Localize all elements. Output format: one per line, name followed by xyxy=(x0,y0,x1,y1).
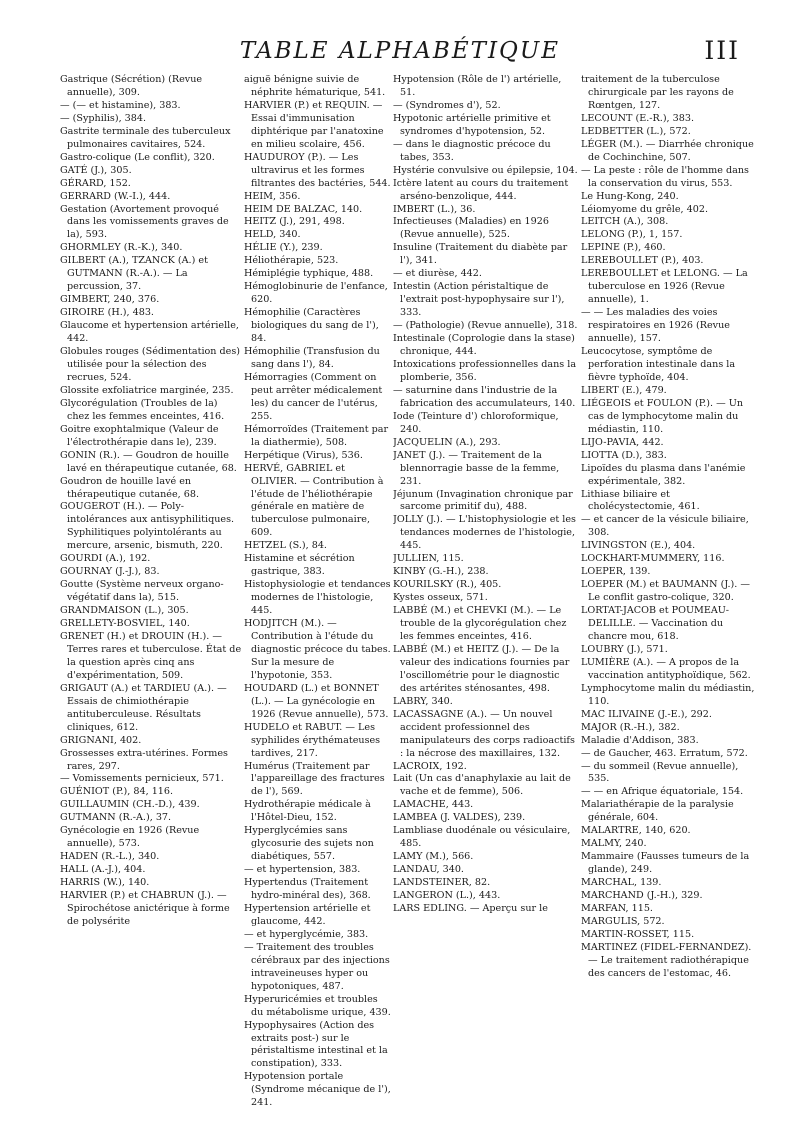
index-entry: Malariathérapie de la paralysie générale, 604. xyxy=(581,799,734,824)
index-entry: GOURNAY (J.-J.), 83. xyxy=(60,566,160,578)
index-entry: LECOUNT (E.-R.), 383. xyxy=(581,112,695,124)
index-entry: Héliothérapie, 523. xyxy=(244,255,339,267)
index-entry: Hémorragies (Comment on peut arrêter médicalement les) du cancer de l'utérus, 255. xyxy=(244,371,383,422)
index-entry: GUTMANN (R.-A.), 37. xyxy=(60,812,172,824)
index-entry: — dans le diagnostic précoce du tabes, 353. xyxy=(393,138,551,163)
index-entry: HODJITCH (M.). — Contribution à l'étude du diagnostic précoce du tabes. Sur la mesure de l'hypotonie, 353. xyxy=(244,618,391,681)
index-entry: Maladie d'Addison, 383. xyxy=(581,734,699,746)
index-entry: Lipoïdes du plasma dans l'anémie expérimentale, 382. xyxy=(581,462,746,487)
index-entry: GERRARD (W.-I.), 444. xyxy=(60,190,171,202)
index-entry: Lymphocytome malin du médiastin, 110. xyxy=(581,682,755,707)
index-entry: KOURILSKY (R.), 405. xyxy=(393,579,502,591)
index-entry: — (Syndromes d'), 52. xyxy=(393,99,501,111)
index-entry: — saturnine dans l'industrie de la fabrication des accumulateurs, 140. xyxy=(393,384,576,409)
index-column-4 xyxy=(581,74,760,1134)
index-entry: Ictère latent au cours du traitement arséno-benzolique, 444. xyxy=(393,177,569,202)
index-entry: LAMY (M.), 566. xyxy=(393,851,474,863)
index-entry: Goudron de houille lavé en thérapeutique cutanée, 68. xyxy=(60,475,200,500)
index-entry: JANET (J.). — Traitement de la blennorragie basse de la femme, 231. xyxy=(393,449,560,487)
index-entry: MARFAN, 115. xyxy=(581,903,653,914)
index-entry: Gastrique (Sécrétion) (Revue annuelle), 309. xyxy=(60,74,203,98)
index-entry: MALMY, 240. xyxy=(581,838,647,850)
index-entry: Goitre exophtalmique (Valeur de l'électrothérapie dans le), 239. xyxy=(60,423,219,448)
index-entry: — (Pathologie) (Revue annuelle), 318. xyxy=(393,320,578,332)
index-entry: LABRY, 340. xyxy=(393,695,453,707)
index-entry: LEITCH (A.), 308. xyxy=(581,216,669,228)
index-entry: — La peste : rôle de l'homme dans la conservation du virus, 553. xyxy=(581,164,749,189)
index-entry: Intestin (Action péristaltique de l'extrait post-hypophysaire sur l'), 333. xyxy=(393,281,565,319)
index-entry: JOLLY (J.). — L'histophysiologie et les tendances modernes de l'histologie, 445. xyxy=(393,514,576,552)
page-number: III xyxy=(704,36,740,65)
index-entry: MARGULIS, 572. xyxy=(581,915,665,927)
index-entry: Mammaire (Fausses tumeurs de la glande), 249. xyxy=(581,851,750,876)
index-entry: MAJOR (R.-H.), 382. xyxy=(581,721,680,733)
index-entry: HOUDARD (L.) et BONNET (L.). — La gynécologie en 1926 (Revue annuelle), 573. xyxy=(244,682,389,720)
index-entry: — Traitement des troubles cérébraux par des injections intraveineuses hyper ou hypotoniques, 487. xyxy=(244,941,390,992)
index-entry: Herpétique (Virus), 536. xyxy=(244,449,363,461)
index-entry: MARTINEZ (FIDEL-FERNANDEZ). — Le traitement radiothérapique des cancers de l'estomac, 46. xyxy=(581,941,752,979)
index-entry: — et hyperglycémie, 383. xyxy=(244,928,369,940)
index-entry: Hémiplégie typhique, 488. xyxy=(244,268,374,280)
index-entry: LARS EDLING. — Aperçu sur le xyxy=(393,903,548,914)
index-column-2 xyxy=(244,74,391,1134)
index-entry: HETZEL (S.), 84. xyxy=(244,540,327,552)
index-entry: GRIGAUT (A.) et TARDIEU (A.). — Essais de chimiothérapie antituberculeuse. Résultats cliniques, 612. xyxy=(60,682,227,733)
index-entry: — du sommeil (Revue annuelle), 535. xyxy=(581,760,739,785)
index-entry: HAUDUROY (P.). — Les ultravirus et les formes filtrantes des bactéries, 544. xyxy=(244,151,391,189)
index-entry: HELD, 340. xyxy=(244,229,301,241)
index-entry: LIVINGSTON (E.), 404. xyxy=(581,540,696,552)
index-entry: Intestinale (Coprologie dans la stase) chronique, 444. xyxy=(393,333,575,358)
index-entry: LOEPER, 139. xyxy=(581,566,651,578)
index-entry: Gastro-colique (Le conflit), 320. xyxy=(60,151,215,163)
index-entry: Glaucome et hypertension artérielle, 442. xyxy=(60,320,239,345)
index-entry: LEREBOULLET (P.), 403. xyxy=(581,255,704,267)
index-entry: LUMIÈRE (A.). — A propos de la vaccination antityphoïdique, 562. xyxy=(581,656,751,681)
index-entry: LAMACHE, 443. xyxy=(393,799,474,811)
index-entry: LIÉGEOIS et FOULON (P.). — Un cas de lymphocytome malin du médiastin, 110. xyxy=(581,397,744,435)
index-entry: LEPINE (P.), 460. xyxy=(581,242,666,254)
index-entry: Gynécologie en 1926 (Revue annuelle), 573. xyxy=(60,825,200,850)
index-entry: Hyperglycémies sans glycosurie des sujets non diabétiques, 557. xyxy=(244,825,374,863)
index-entry: LÉGER (M.). — Diarrhée chronique de Cochinchine, 507. xyxy=(581,138,754,163)
index-entry: — (Syphilis), 384. xyxy=(60,112,147,124)
index-entry: Hystérie convulsive ou épilepsie, 104. xyxy=(393,164,578,176)
index-entry: GOURDI (A.), 192. xyxy=(60,553,151,565)
index-entry: GRIGNANI, 402. xyxy=(60,734,142,746)
index-entry: MALARTRE, 140, 620. xyxy=(581,825,691,837)
index-entry: — Vomissements pernicieux, 571. xyxy=(60,773,224,785)
index-entry: MARCHAND (J.-H.), 329. xyxy=(581,890,703,902)
index-entry: Lait (Un cas d'anaphylaxie au lait de vache et de femme), 506. xyxy=(393,773,571,798)
index-entry: aiguë bénigne suivie de néphrite hématurique, 541. xyxy=(244,74,386,98)
index-entry: GRANDMAISON (L.), 305. xyxy=(60,605,189,617)
index-entry: GILBERT (A.), TZANCK (A.) et GUTMANN (R.-A.). — La percussion, 37. xyxy=(60,255,208,293)
index-entry: Hypophysaires (Action des extraits post-) sur le péristaltisme intestinal et la constipation), 333. xyxy=(244,1019,388,1070)
index-entry: Hypotension portale (Syndrome mécanique de l'), 241. xyxy=(244,1071,391,1109)
index-entry: Gestation (Avortement provoqué dans les vomissements graves de la), 593. xyxy=(60,203,229,241)
index-entry: Gastrite terminale des tuberculeux pulmonaires cavitaires, 524. xyxy=(60,125,231,150)
index-entry: MARCHAL, 139. xyxy=(581,877,662,889)
index-entry: GRELLETY-BOSVIEL, 140. xyxy=(60,618,190,630)
index-entry: JULLIEN, 115. xyxy=(393,553,464,565)
index-entry: HADEN (R.-L.), 340. xyxy=(60,851,160,863)
index-entry: HEIM, 356. xyxy=(244,190,301,202)
index-entry: LANGERON (L.), 443. xyxy=(393,890,501,902)
index-entry: Hypotonic artérielle primitive et syndromes d'hypotension, 52. xyxy=(393,112,551,137)
index-column-1 xyxy=(60,74,242,1134)
index-entry: GUÉNIOT (P.), 84, 116. xyxy=(60,786,174,798)
index-entry: LIOTTA (D.), 383. xyxy=(581,449,667,461)
index-entry: — — Les maladies des voies respiratoires en 1926 (Revue annuelle), 157. xyxy=(581,307,730,345)
index-entry: Léiomyome du grêle, 402. xyxy=(581,203,708,215)
index-entry: Hydrothérapie médicale à l'Hôtel-Dieu, 152. xyxy=(244,799,371,824)
index-entry: LABBÉ (M.) et HEITZ (J.). — De la valeur des indications fournies par l'oscillométrie pour le diagnostic des artérites sténosantes, 498. xyxy=(393,643,570,694)
index-entry: Grossesses extra-utérines. Formes rares, 297. xyxy=(60,747,228,772)
index-entry: Iode (Teinture d') chloroformique, 240. xyxy=(393,410,559,435)
index-column-3 xyxy=(393,74,579,1134)
index-entry: Infectieuses (Maladies) en 1926 (Revue annuelle), 525. xyxy=(393,216,549,241)
index-columns xyxy=(60,74,760,1134)
index-entry: GONIN (R.). — Goudron de houille lavé en thérapeutique cutanée, 68. xyxy=(60,449,237,474)
index-entry: LABBÉ (M.) et CHEVKI (M.). — Le trouble de la glycorégulation chez les femmes enceintes, 416. xyxy=(393,605,567,642)
index-entry: Le Hung-Kong, 240. xyxy=(581,190,679,202)
index-entry: Hémorroïdes (Traitement par la diathermie), 508. xyxy=(244,423,389,448)
index-entry: LANDSTEINER, 82. xyxy=(393,877,491,889)
index-entry: — — en Afrique équatoriale, 154. xyxy=(581,786,744,798)
index-entry: Intoxications professionnelles dans la plomberie, 356. xyxy=(393,358,577,383)
index-entry: GOUGEROT (H.). — Poly-intolérances aux antisyphilitiques. Syphilitiques polyintolérants au mercure, arsenic, bismuth, 220. xyxy=(60,501,235,552)
index-entry: LOEPER (M.) et BAUMANN (J.). — Le conflit gastro-colique, 320. xyxy=(581,579,750,604)
index-entry: LAMBEA (J. VALDES), 239. xyxy=(393,812,526,824)
index-entry: KINBY (G.-H.), 238. xyxy=(393,566,489,578)
index-entry: MARTIN-ROSSET, 115. xyxy=(581,928,695,940)
index-entry: Humérus (Traitement par l'appareillage des fractures de l'), 569. xyxy=(244,760,385,798)
index-entry: HÉLIE (Y.), 239. xyxy=(244,242,323,254)
index-entry: GUILLAUMIN (CH.-D.), 439. xyxy=(60,799,200,811)
index-entry: HALL (A.-J.), 404. xyxy=(60,864,146,876)
index-entry: LOCKHART-MUMMERY, 116. xyxy=(581,553,725,565)
index-entry: LIBERT (E.), 479. xyxy=(581,384,667,396)
page-header xyxy=(60,34,740,70)
index-entry: LACASSAGNE (A.). — Un nouvel accident professionnel des manipulateurs des corps radioactifs : la nécrose des maxillaires, 132. xyxy=(393,708,575,759)
index-entry: HARRIS (W.), 140. xyxy=(60,877,150,889)
index-entry: LOUBRY (J.), 571. xyxy=(581,643,668,655)
index-entry: traitement de la tuberculose chirurgicale par les rayons de Rœntgen, 127. xyxy=(581,74,734,111)
index-entry: — et diurèse, 442. xyxy=(393,268,482,280)
index-entry: LIJO-PAVIA, 442. xyxy=(581,436,664,448)
index-entry: GIROIRE (H.), 483. xyxy=(60,307,154,319)
index-entry: Leucocytose, symptôme de perforation intestinale dans la fièvre typhoïde, 404. xyxy=(581,346,736,383)
index-entry: IMBERT (L.), 36. xyxy=(393,203,476,215)
index-entry: HEIM DE BALZAC, 140. xyxy=(244,203,363,215)
index-entry: LEREBOULLET et LELONG. — La tuberculose en 1926 (Revue annuelle), 1. xyxy=(581,268,748,306)
index-entry: — et cancer de la vésicule biliaire, 308. xyxy=(581,514,749,539)
index-entry: GRENET (H.) et DROUIN (H.). — Terres rares et tuberculose. État de la question après cinq ans d'expérimentation, 509. xyxy=(60,630,242,681)
index-entry: LELONG (P.), 1, 157. xyxy=(581,229,683,241)
index-entry: GÉRARD, 152. xyxy=(60,177,131,189)
index-entry: Glycorégulation (Troubles de la) chez les femmes enceintes, 416. xyxy=(60,397,225,422)
index-entry: LANDAU, 340. xyxy=(393,864,464,876)
index-entry: Goutte (Système nerveux organo-végétatif dans la), 515. xyxy=(60,579,224,604)
index-entry: HARVIER (P.) et CHABRUN (J.). — Spirochétose anictérique à forme de polysérite xyxy=(60,890,230,927)
index-entry: LACROIX, 192. xyxy=(393,760,467,772)
index-entry: Histamine et sécrétion gastrique, 383. xyxy=(244,553,355,578)
index-entry: GHORMLEY (R.-K.), 340. xyxy=(60,242,183,254)
index-entry: Hypertension artérielle et glaucome, 442. xyxy=(244,903,371,927)
index-entry: Hémophilie (Transfusion du sang dans l'), 84. xyxy=(244,346,380,370)
index-entry: — de Gaucher, 463. Erratum, 572. xyxy=(581,747,748,759)
index-entry: Hypertendus (Traitement hydro-minéral des), 368. xyxy=(244,877,371,902)
index-entry: Glossite exfoliatrice marginée, 235. xyxy=(60,384,234,396)
page-title: TABLE ALPHABÉTIQUE xyxy=(239,38,561,64)
index-entry: LEDBETTER (L.), 572. xyxy=(581,125,691,137)
index-entry: GIMBERT, 240, 376. xyxy=(60,294,160,306)
index-entry: HEITZ (J.), 291, 498. xyxy=(244,216,345,228)
index-entry: Hémophilie (Caractères biologiques du sang de l'), 84. xyxy=(244,307,379,345)
index-entry: — (— et histamine), 383. xyxy=(60,99,181,111)
index-entry: Insuline (Traitement du diabète par l'), 341. xyxy=(393,242,568,267)
index-entry: LORTAT-JACOB et POUMEAU-DELILLE. — Vaccination du chancre mou, 618. xyxy=(581,605,729,642)
index-entry: Jéjunum (Invagination chronique par sarcome primitif du), 488. xyxy=(393,488,573,513)
index-entry: Histophysiologie et tendances modernes de l'histologie, 445. xyxy=(244,579,391,617)
index-entry: Hémoglobinurie de l'enfance, 620. xyxy=(244,281,388,306)
index-entry: Lithiase biliaire et cholécystectomie, 461. xyxy=(581,488,700,513)
index-entry: GATÉ (J.), 305. xyxy=(60,164,132,176)
index-entry: Hypotension (Rôle de l') artérielle, 51. xyxy=(393,74,562,98)
index-entry: Lambliase duodénale ou vésiculaire, 485. xyxy=(393,825,571,850)
index-entry: HARVIER (P.) et REQUIN. — Essai d'immunisation diphtérique par l'anatoxine en milieu scolaire, 456. xyxy=(244,99,384,150)
index-entry: HERVÉ, GABRIEL et OLIVIER. — Contribution à l'étude de l'héliothérapie générale en matière de tuberculose pulmonaire, 609. xyxy=(244,462,384,539)
index-entry: Kystes osseux, 571. xyxy=(393,592,488,604)
index-entry: HUDELO et RABUT. — Les syphilides érythémateuses tardives, 217. xyxy=(244,721,381,759)
index-entry: MAC ILIVAINE (J.-E.), 292. xyxy=(581,708,712,720)
index-entry: Hyperuricémies et troubles du métabolisme urique, 439. xyxy=(244,993,391,1018)
index-entry: JACQUELIN (A.), 293. xyxy=(393,436,501,448)
index-entry: — et hypertension, 383. xyxy=(244,864,361,876)
index-entry: Globules rouges (Sédimentation des) utilisée pour la sélection des recrues, 524. xyxy=(60,346,241,383)
